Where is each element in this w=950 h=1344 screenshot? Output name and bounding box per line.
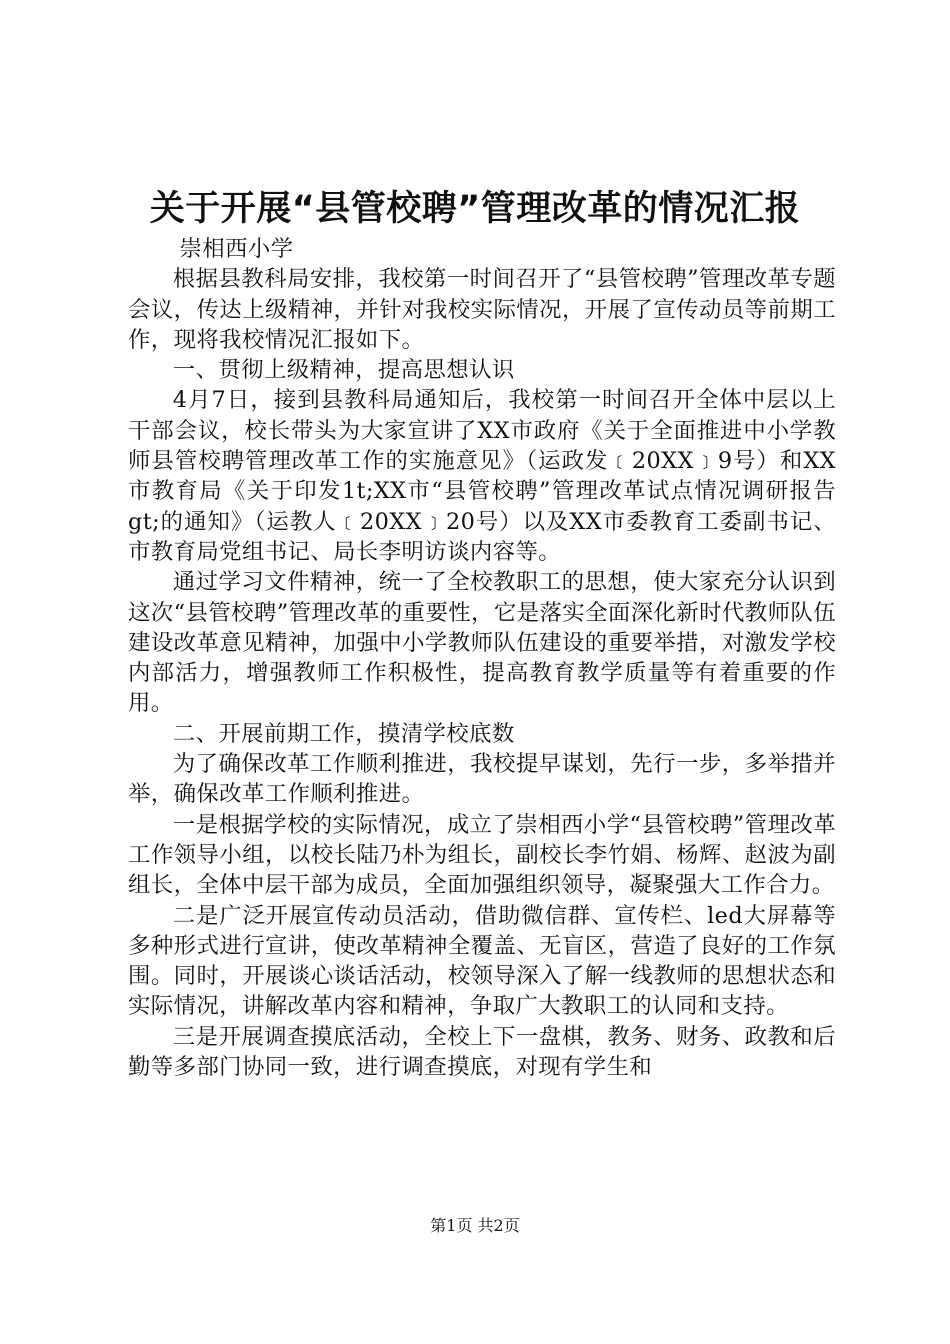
paragraph: 通过学习文件精神，统一了全校教职工的思想，使大家充分认识到这次“县管校聘”管理改革的重要性，它是落实全面深化新时代教师队伍建设改革意见精神，加强中小学教师队伍建设的重要举措，对激发学校内部活力，增强教师工作积极性，提高教育教学质量等有着重要的作用。 [128,569,836,717]
section-heading-2: 二、开展前期工作，摸清学校底数 [172,720,515,747]
paragraph-intro: 根据县教科局安排，我校第一时间召开了“县管校聘”管理改革专题会议，传达上级精神，并针对我校实际情况，开展了宣传动员等前期工作，现将我校情况汇报如下。 [128,266,836,353]
paragraph: 二是广泛开展宣传动员活动，借助微信群、宣传栏、led大屏幕等多种形式进行宣讲，使改革精神全覆盖、无盲区，营造了良好的工作氛围。同时，开展谈心谈话活动，校领导深入了解一线教师的思想状态和实际情况，讲解改革内容和精神，争取广大教职工的认同和支持。 [128,902,836,1020]
document-title: 关于开展“县管校聘”管理改革的情况汇报 [149,189,801,229]
page-footer: 第1页 共2页 [430,1216,520,1235]
paragraph: 三是开展调查摸底活动，全校上下一盘棋，教务、财务、政教和后勤等多部门协同一致，进行调查摸底，对现有学生和 [128,1023,836,1081]
paragraph: 一是根据学校的实际情况，成立了崇相西小学“县管校聘”管理改革工作领导小组，以校长陆乃朴为组长，副校长李竹娟、杨辉、赵波为副组长，全体中层干部为成员，全面加强组织领导，凝聚强大工作合力。 [128,811,836,899]
section-heading-1: 一、贯彻上级精神，提高思想认识 [172,357,515,384]
document-body [128,234,836,1082]
paragraph: 为了确保改革工作顺利推进，我校提早谋划，先行一步，多举措并举，确保改革工作顺利推进。 [128,751,836,808]
paragraph: 4月7日，接到县教科局通知后，我校第一时间召开全体中层以上干部会议，校长带头为大家宣讲了XX市政府《关于全面推进中小学教师县管校聘管理改革工作的实施意见》（运政发﹝20XX﹞9号）和XX市教育局《关于印发1t;XX市“县管校聘”管理改革试点情况调研报告gt;的通知》（运教人﹝20XX﹞20号）以及XX市委教育工委副书记、市教育局党组书记、局长李明访谈内容等。 [128,387,836,565]
author-line: 崇相西小学 [179,236,294,262]
